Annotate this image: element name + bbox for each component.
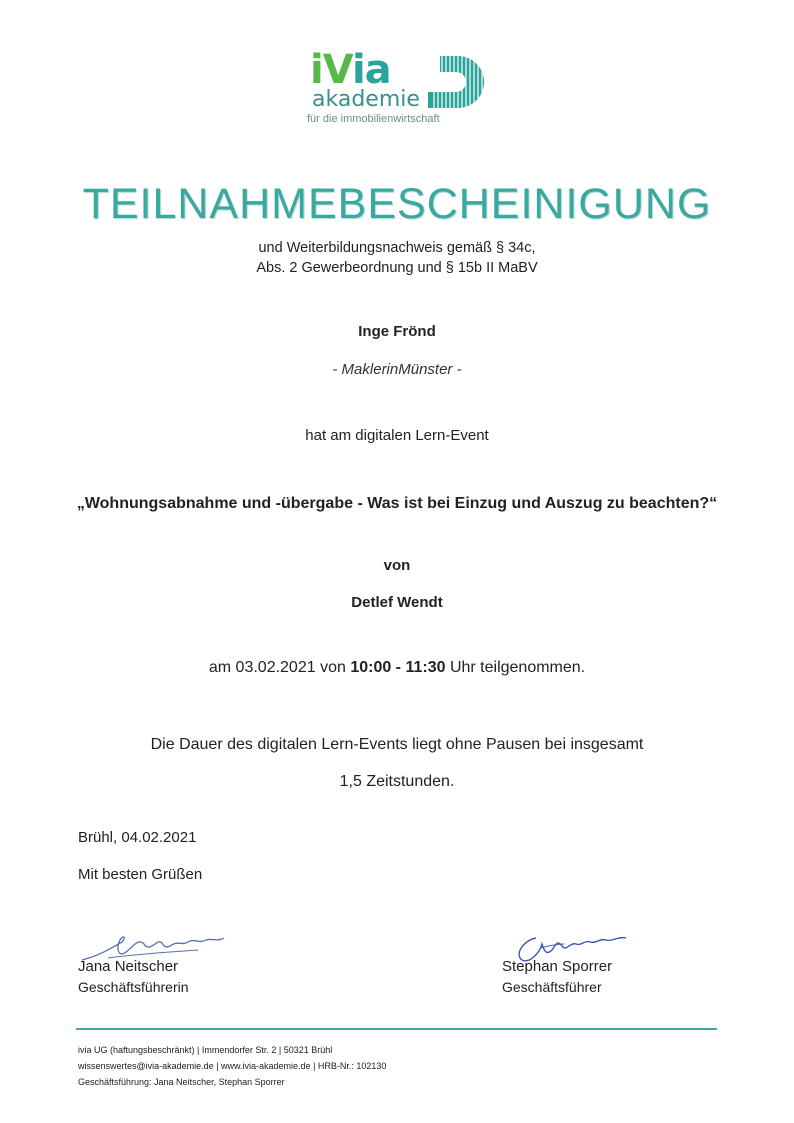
logo-wordmark-v: iV <box>310 47 352 93</box>
logo-subline: akademie <box>312 87 420 112</box>
certificate-title: TEILNAHMEBESCHEINIGUNG <box>82 180 712 228</box>
event-title: „Wohnungsabnahme und -übergabe - Was ist bei Einzug und Auszug zu beachten?“ <box>76 495 718 512</box>
signatory-1-name: Jana Neitscher <box>78 958 179 975</box>
by-label: von <box>383 557 411 574</box>
date-prefix: am 03.02.2021 von <box>208 659 351 676</box>
ivia-logo <box>307 47 500 130</box>
signatory-1-role: Geschäftsführerin <box>78 979 189 995</box>
certificate-subtitle <box>0 238 794 278</box>
subtitle-line-1: und Weiterbildungsnachweis gemäß § 34c, <box>258 240 536 256</box>
date-line <box>0 659 794 677</box>
footer-management: Geschäftsführung: Jana Neitscher, Stephan Sporrer <box>78 1077 285 1087</box>
participant-company: - MaklerinMünster - <box>332 361 462 378</box>
logo-wordmark <box>310 47 391 93</box>
duration-line-1: Die Dauer des digitalen Lern-Events liegt ohne Pausen bei insgesamt <box>150 736 644 753</box>
signatory-2-name: Stephan Sporrer <box>502 958 613 975</box>
signatory-2-role: Geschäftsführer <box>502 979 602 995</box>
place-date: Brühl, 04.02.2021 <box>78 829 197 846</box>
footer-contact: wissenswertes@ivia-akademie.de | www.ivia-akademie.de | HRB-Nr.: 102130 <box>78 1061 387 1071</box>
duration-text <box>0 726 794 800</box>
logo-wordmark-ia: ia <box>351 47 391 93</box>
logo-emblem-icon <box>428 52 490 108</box>
time-range: 10:00 - 11:30 <box>350 659 446 676</box>
logo-tagline: für die immobilienwirtschaft <box>307 113 440 125</box>
footer-divider <box>76 1028 717 1030</box>
subtitle-line-2: Abs. 2 Gewerbeordnung und § 15b II MaBV <box>256 260 538 276</box>
footer-address: ivia UG (haftungsbeschränkt) | Immendorfer Str. 2 | 50321 Brühl <box>78 1045 333 1055</box>
participant-name: Inge Frönd <box>358 323 436 340</box>
attended-text: hat am digitalen Lern-Event <box>305 427 489 444</box>
closing-greeting: Mit besten Grüßen <box>78 866 203 883</box>
duration-line-2: 1,5 Zeitstunden. <box>339 773 455 790</box>
speaker-name: Detlef Wendt <box>351 594 443 611</box>
date-suffix: Uhr teilgenommen. <box>445 659 586 676</box>
